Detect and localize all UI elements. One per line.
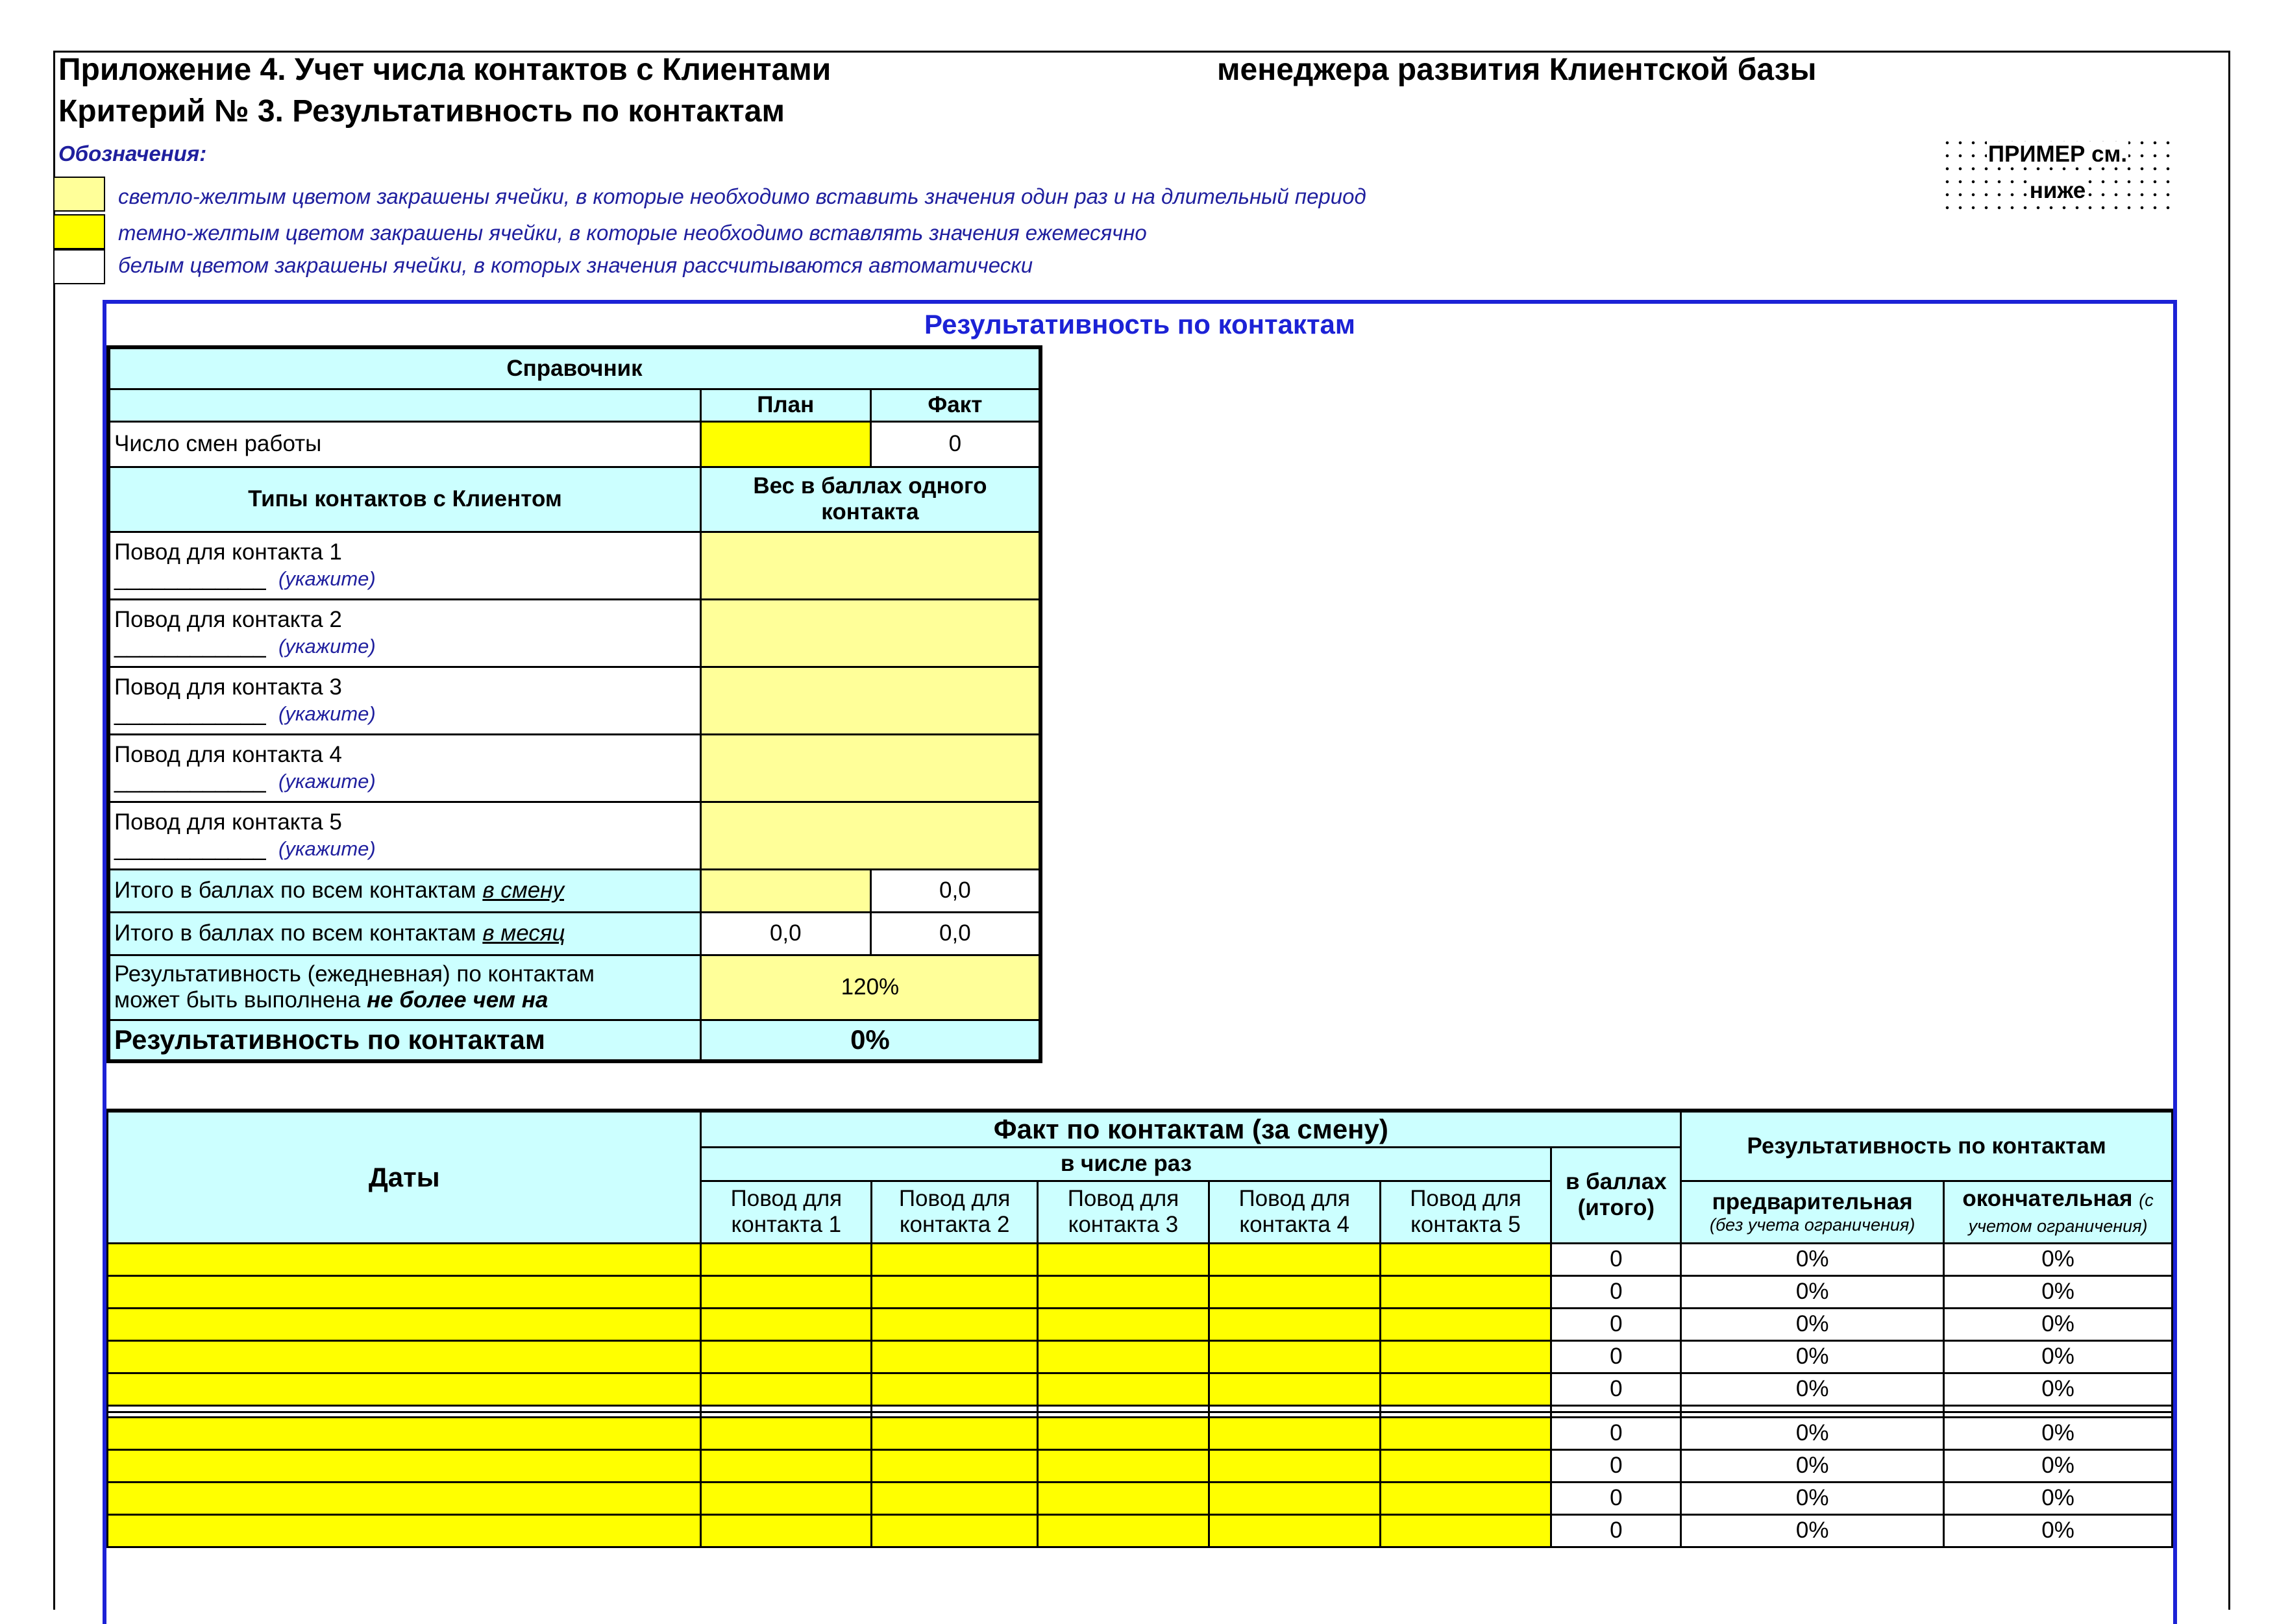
count-input[interactable] <box>1380 1340 1551 1373</box>
count-input[interactable] <box>701 1482 872 1514</box>
count-input[interactable] <box>1380 1308 1551 1340</box>
shifts-plan-input[interactable] <box>700 421 870 467</box>
row-separator <box>108 1405 2172 1412</box>
reason-hint: (укажите) <box>278 567 376 590</box>
reason-hint: (укажите) <box>278 770 376 793</box>
count-input[interactable] <box>1038 1449 1209 1482</box>
limit-value-input[interactable]: 120% <box>700 955 1040 1020</box>
count-input[interactable] <box>701 1340 872 1373</box>
total-shift-label: Итого в баллах по всем контактам в смену <box>108 869 700 912</box>
count-input[interactable] <box>872 1243 1038 1275</box>
shifts-fact: 0 <box>870 421 1040 467</box>
page-title: Приложение 4. Учет числа контактов с Клиентами <box>58 53 831 87</box>
count-input[interactable] <box>1380 1275 1551 1308</box>
points-cell: 0 <box>1551 1482 1681 1514</box>
total-shift-plan <box>700 869 870 912</box>
date-input[interactable] <box>108 1482 701 1514</box>
count-input[interactable] <box>872 1340 1038 1373</box>
reason-hint: (укажите) <box>278 837 376 860</box>
prelim-cell: 0% <box>1681 1243 1944 1275</box>
prelim-cell: 0% <box>1681 1275 1944 1308</box>
count-input[interactable] <box>1209 1482 1380 1514</box>
count-input[interactable] <box>1380 1373 1551 1405</box>
prelim-cell: 0% <box>1681 1417 1944 1449</box>
prelim-header: предварительная (без учета ограничения) <box>1681 1181 1944 1243</box>
final-cell: 0% <box>1944 1340 2172 1373</box>
count-input[interactable] <box>701 1514 872 1547</box>
count-input[interactable] <box>1038 1514 1209 1547</box>
count-input[interactable] <box>1380 1417 1551 1449</box>
reason-label: Повод для контакта 4 <box>114 742 342 767</box>
reason-blank: ____________ <box>114 768 266 793</box>
points-cell: 0 <box>1551 1340 1681 1373</box>
table-row <box>108 1449 2172 1482</box>
row-separator <box>108 1412 2172 1417</box>
date-input[interactable] <box>108 1340 701 1373</box>
count-input[interactable] <box>872 1275 1038 1308</box>
reason-row-2 <box>108 599 700 667</box>
prelim-cell: 0% <box>1681 1308 1944 1340</box>
date-input[interactable] <box>108 1514 701 1547</box>
prelim-cell: 0% <box>1681 1482 1944 1514</box>
reason-blank: ____________ <box>114 565 266 591</box>
count-input[interactable] <box>1209 1340 1380 1373</box>
reason-weight-input[interactable] <box>700 802 1040 869</box>
count-input[interactable] <box>1209 1449 1380 1482</box>
final-header: окончательная (с учетом ограничения) <box>1944 1181 2172 1243</box>
points-cell: 0 <box>1551 1373 1681 1405</box>
total-month-fact: 0,0 <box>870 912 1040 955</box>
reason-label: Повод для контакта 5 <box>114 809 342 835</box>
count-input[interactable] <box>1380 1514 1551 1547</box>
count-input[interactable] <box>701 1275 872 1308</box>
total-shift-fact: 0,0 <box>870 869 1040 912</box>
result-header: Результативность по контактам <box>1681 1111 2172 1181</box>
table-row <box>108 1514 2172 1547</box>
count-input[interactable] <box>1038 1275 1209 1308</box>
points-cell: 0 <box>1551 1275 1681 1308</box>
count-input[interactable] <box>701 1308 872 1340</box>
prelim-cell: 0% <box>1681 1449 1944 1482</box>
count-input[interactable] <box>1038 1482 1209 1514</box>
prelim-cell: 0% <box>1681 1373 1944 1405</box>
count-input[interactable] <box>872 1373 1038 1405</box>
count-input[interactable] <box>701 1449 872 1482</box>
table-row <box>108 1308 2172 1340</box>
date-input[interactable] <box>108 1449 701 1482</box>
count-input[interactable] <box>1209 1275 1380 1308</box>
points-cell: 0 <box>1551 1449 1681 1482</box>
total-month-label: Итого в баллах по всем контактам в месяц <box>108 912 700 955</box>
legend-text-dark-yellow: темно-желтым цветом закрашены ячейки, в которые необходимо вставлять значения ежемесячно <box>118 221 1147 245</box>
final-cell: 0% <box>1944 1417 2172 1449</box>
points-header: в баллах (итого) <box>1551 1147 1681 1243</box>
table-row <box>108 1340 2172 1373</box>
reason-label: Повод для контакта 2 <box>114 607 342 632</box>
reference-title: Справочник <box>108 347 1040 389</box>
reason-blank: ____________ <box>114 633 266 658</box>
count-input[interactable] <box>701 1373 872 1405</box>
weight-header: Вес в баллах одного контакта <box>700 467 1040 532</box>
count-input[interactable] <box>872 1482 1038 1514</box>
reason-col-1: Повод для контакта 1 <box>701 1181 872 1243</box>
reason-label: Повод для контакта 3 <box>114 674 342 700</box>
count-input[interactable] <box>701 1417 872 1449</box>
facts-table <box>106 1109 2173 1548</box>
col-fact: Факт <box>870 389 1040 421</box>
panel-title: Результативность по контактам <box>924 309 1355 339</box>
table-row <box>108 1243 2172 1275</box>
count-input[interactable] <box>872 1417 1038 1449</box>
count-input[interactable] <box>1038 1340 1209 1373</box>
reason-hint: (укажите) <box>278 635 376 658</box>
prelim-cell: 0% <box>1681 1514 1944 1547</box>
reason-col-5: Повод для контакта 5 <box>1380 1181 1551 1243</box>
date-input[interactable] <box>108 1308 701 1340</box>
count-input[interactable] <box>1380 1243 1551 1275</box>
count-input[interactable] <box>1209 1308 1380 1340</box>
date-input[interactable] <box>108 1417 701 1449</box>
reason-weight-input[interactable] <box>700 599 1040 667</box>
result-value: 0% <box>700 1020 1040 1061</box>
date-input[interactable] <box>108 1275 701 1308</box>
page-title-right: менеджера развития Клиентской базы <box>1217 53 1817 87</box>
count-input[interactable] <box>1038 1373 1209 1405</box>
reason-blank: ____________ <box>114 835 266 861</box>
reason-weight-input[interactable] <box>700 532 1040 599</box>
count-input[interactable] <box>872 1308 1038 1340</box>
final-cell: 0% <box>1944 1275 2172 1308</box>
reason-weight-input[interactable] <box>700 734 1040 802</box>
count-input[interactable] <box>1038 1417 1209 1449</box>
table-row <box>108 1275 2172 1308</box>
example-note-line1: ПРИМЕР см. <box>1988 141 2128 167</box>
reason-row-5 <box>108 802 700 869</box>
fact-rows-group-b <box>108 1417 2172 1547</box>
count-input[interactable] <box>1380 1482 1551 1514</box>
count-input[interactable] <box>701 1243 872 1275</box>
legend-text-white: белым цветом закрашены ячейки, в которых значения рассчитываются автоматически <box>118 253 1033 277</box>
reason-weight-input[interactable] <box>700 667 1040 734</box>
types-header: Типы контактов с Клиентом <box>108 467 700 532</box>
final-cell: 0% <box>1944 1514 2172 1547</box>
points-cell: 0 <box>1551 1243 1681 1275</box>
times-header: в числе раз <box>701 1147 1551 1181</box>
reason-col-4: Повод для контакта 4 <box>1209 1181 1380 1243</box>
reason-blank: ____________ <box>114 700 266 726</box>
legend-swatch-light-yellow <box>53 177 105 212</box>
table-row <box>108 1373 2172 1405</box>
reference-table <box>106 345 1042 1063</box>
count-input[interactable] <box>1380 1449 1551 1482</box>
date-input[interactable] <box>108 1373 701 1405</box>
reason-label: Повод для контакта 1 <box>114 539 342 565</box>
page-subtitle: Критерий № 3. Результативность по контактам <box>58 94 785 129</box>
reason-hint: (укажите) <box>278 702 376 725</box>
reason-row-4 <box>108 734 700 802</box>
points-cell: 0 <box>1551 1308 1681 1340</box>
count-input[interactable] <box>1209 1514 1380 1547</box>
legend-swatch-white <box>53 249 105 284</box>
count-input[interactable] <box>1209 1417 1380 1449</box>
col-plan: План <box>700 389 870 421</box>
final-cell: 0% <box>1944 1449 2172 1482</box>
example-note-line2: ниже <box>2029 178 2086 203</box>
table-row <box>108 1482 2172 1514</box>
count-input[interactable] <box>1209 1373 1380 1405</box>
legend-swatch-dark-yellow <box>53 214 105 249</box>
reason-col-3: Повод для контакта 3 <box>1038 1181 1209 1243</box>
table-row <box>108 1417 2172 1449</box>
total-month-plan: 0,0 <box>700 912 870 955</box>
limit-label: Результативность (ежедневная) по контактам может быть выполнена не более чем на <box>108 955 700 1020</box>
points-cell: 0 <box>1551 1514 1681 1547</box>
date-input[interactable] <box>108 1243 701 1275</box>
dates-header: Даты <box>108 1111 701 1243</box>
example-note <box>1941 136 2174 218</box>
reason-row-1 <box>108 532 700 599</box>
final-cell: 0% <box>1944 1482 2172 1514</box>
legend-title: Обозначения: <box>58 141 207 166</box>
results-panel <box>103 300 2177 1624</box>
shifts-label: Число смен работы <box>108 421 700 467</box>
reason-col-2: Повод для контакта 2 <box>872 1181 1038 1243</box>
legend-text-light-yellow: светло-желтым цветом закрашены ячейки, в которые необходимо вставить значения один раз и на длительный период <box>118 184 1366 208</box>
reference-header-blank <box>108 389 700 421</box>
count-input[interactable] <box>1038 1243 1209 1275</box>
fact-header: Факт по контактам (за смену) <box>701 1111 1681 1147</box>
final-cell: 0% <box>1944 1373 2172 1405</box>
final-cell: 0% <box>1944 1308 2172 1340</box>
count-input[interactable] <box>1209 1243 1380 1275</box>
count-input[interactable] <box>872 1449 1038 1482</box>
count-input[interactable] <box>872 1514 1038 1547</box>
points-cell: 0 <box>1551 1417 1681 1449</box>
reason-row-3 <box>108 667 700 734</box>
result-label: Результативность по контактам <box>108 1020 700 1061</box>
count-input[interactable] <box>1038 1308 1209 1340</box>
final-cell: 0% <box>1944 1243 2172 1275</box>
prelim-cell: 0% <box>1681 1340 1944 1373</box>
fact-rows-group-a <box>108 1243 2172 1405</box>
